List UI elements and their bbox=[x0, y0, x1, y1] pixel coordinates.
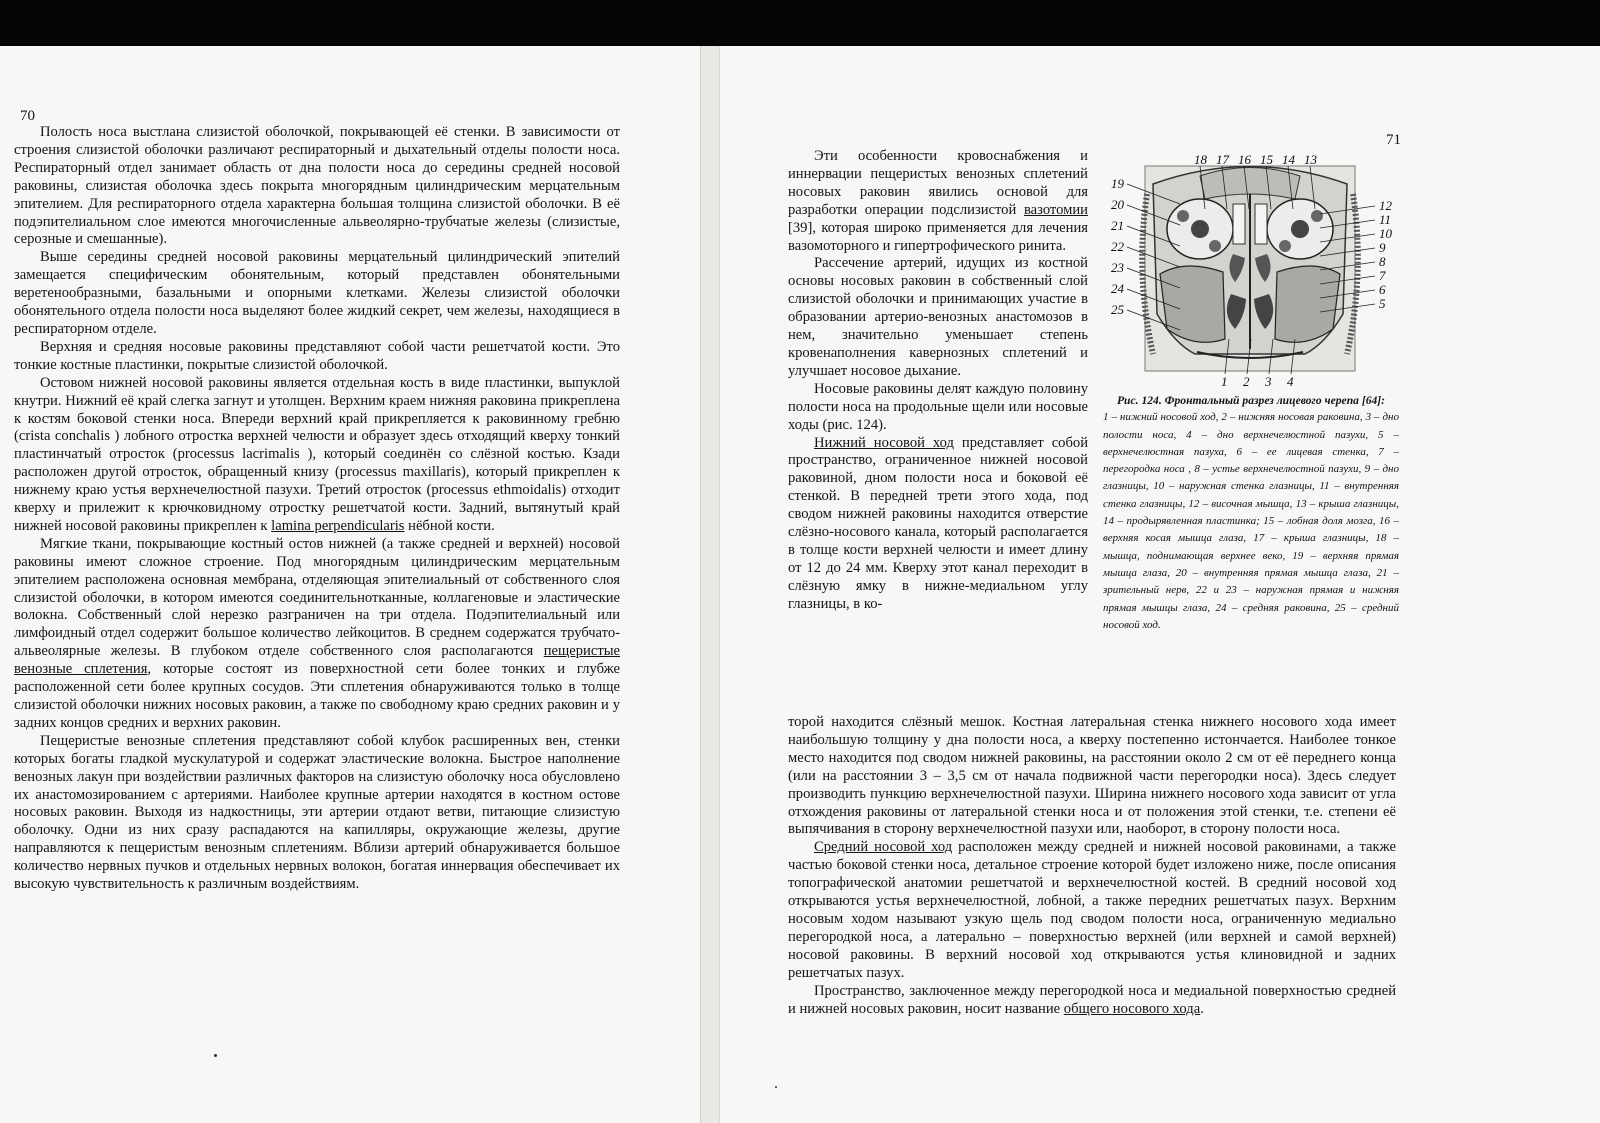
figure-label: 10 bbox=[1379, 226, 1392, 241]
figure-label: 8 bbox=[1379, 254, 1386, 269]
text-run: Пространство, заключенное между перегородкой носа и медиальной поверхностью средней и нижней носовых раковин, носит название bbox=[788, 982, 1396, 1017]
scanner-black-bar bbox=[0, 0, 1600, 46]
text-run: . bbox=[1200, 1000, 1204, 1017]
paragraph bbox=[14, 733, 620, 894]
figure-caption-legend: 1 – нижний носовой ход, 2 – нижняя носовая раковина, 3 – дно полости носа, 4 – дно верхнечелюстной пазухи, 5 – верхнечелюстная пазуха, 6 – ее лицевая стенка, 7 – перегородка носа , 8 – устье верхнечелюстной пазухи, 9 – дно глазницы, 10 – наружная стенка глазницы, 11 – внутренняя стенка глазницы, 12 – височная мышца, 13 – крыша глазницы, 14 – продырявленная пластинка; 15 – лобная доля мозга, 16 – верхняя косая мышца глаза, 17 – крыша глазницы, 18 – мышца, поднимающая верхнее веко, 19 – верхняя прямая мышца глаза, 20 – внутренняя прямая мышца глаза, 21 – зрительный нерв, 22 и 23 – наружная прямая и нижняя прямая мышцы глаза, 24 – средняя раковина, 25 – средний носовой ход. bbox=[1103, 411, 1399, 631]
paragraph bbox=[788, 148, 1088, 255]
underlined-term: пещеристые венозные сплетения bbox=[14, 643, 620, 678]
figure-label: 25 bbox=[1111, 302, 1124, 317]
text-run: Полость носа выстлана слизистой оболочкой, покрывающей её стенки. В зависимости от строения слизистой оболочки различают респираторный и дыхательный отделы полости носа. Респираторный отдел занимает область от дна полости носа до середины средней носовой раковины, слизистая оболочка здесь покрыта многорядным цилиндрическим мерцательным эпителием. Для респираторного отдела характерна большая толщина слизистой оболочки. В её подэпителиальном слое имеются многочисленные альвеолярно-трубчатые железы (слизистые, серозные и смешанные). bbox=[14, 124, 620, 248]
paragraph bbox=[788, 435, 1088, 614]
figure-label: 3 bbox=[1265, 374, 1272, 389]
figure-label: 21 bbox=[1111, 218, 1124, 233]
paragraph bbox=[14, 124, 620, 249]
text-run: Остовом нижней носовой раковины является отдельная кость в виде пластинки, выпуклой кнутри. Нижний её край слегка загнут и утолщен. Верхним краем нижняя раковина прикреплена к костям боковой стенки носа. Впереди верхний край прикрепляется к раковинному гребню (crista conchalis ) лобного отростка верхней челюсти и образует здесь отходящий кверху тонкий пластинчатый отросток (processus lacrimalis ), который соединён со слёзной костью. Кзади расположен другой отросток, обращенный книзу (processus maxillaris), который прикреплен к нижнему краю устья верхнечелюстной пазухи. Третий отросток (processus ethmoidalis) отходит кверху и прилежит к крючковидному отростку решетчатой кости. Задний, вытянутый край нижней носовой раковины прикреплен к bbox=[14, 374, 620, 534]
figure-label: 13 bbox=[1304, 154, 1317, 167]
figure-label: 15 bbox=[1260, 154, 1273, 167]
figure-label: 1 bbox=[1221, 374, 1228, 389]
paragraph bbox=[788, 255, 1088, 380]
text-run: торой находится слёзный мешок. Костная латеральная стенка нижнего носового хода имеет наибольшую толщину у дна полости носа, а кверху постепенно истончается. Наиболее тонкое место находится под сводом нижней раковины, на расстоянии около 2 см от её переднего конца (или на расстоянии 3 – 3,5 см от начала подвижной части перегородки носа). Здесь следует производить пункцию верхнечелюстной пазухи. Ширина нижнего носового хода зависит от угла отхождения раковины от латеральной стенки носа и от положения этой стенки, т.е. степени её выпячивания в сторону верхнечелюстной пазухи или, наоборот, в сторону полости носа. bbox=[788, 714, 1396, 838]
text-run: Выше середины средней носовой раковины мерцательный цилиндрический эпителий замещается специфическим обонятельным, который представлен обонятельными веретенообразными, базальными и опорными клетками. Железы слизистой оболочки обонятельного отдела полости носа выделяют более жидкий секрет, чем железы, находящиеся в респираторном отделе. bbox=[14, 249, 620, 337]
underlined-term: lamina perpendicularis bbox=[271, 517, 405, 534]
figure-label: 19 bbox=[1111, 176, 1124, 191]
scan-speck bbox=[775, 1086, 777, 1088]
text-run: представляет собой пространство, ограниченное нижней носовой раковиной, дном полости носа и боковой её стенкой. В передней трети этого хода, под сводом нижней раковины находится отверстие слёзно-носового канала, который располагается в толще кости верхней челюсти и имеет длину от 12 до 24 мм. Кверху этот канал переходит в слёзную ямку в нижне-медиальном углу глазницы, в ко- bbox=[788, 434, 1089, 612]
page-number-left: 70 bbox=[20, 108, 35, 124]
left-page bbox=[0, 46, 700, 1123]
underlined-term: общего носового хода bbox=[1063, 1000, 1201, 1017]
paragraph bbox=[788, 983, 1396, 1019]
figure-caption bbox=[1103, 392, 1399, 634]
paragraph bbox=[14, 249, 620, 339]
figure-label: 24 bbox=[1111, 281, 1124, 296]
text-run: [39], которая широко применяется для лечения вазомоторного и гипертрофического ринита. bbox=[788, 219, 1088, 254]
text-run: Рассечение артерий, идущих из костной основы носовых раковин в собственный слой слизистой оболочки и принимающих участие в образовании артерио-венозных анастомозов в нем, значительно уменьшает степень кровенаполнения кавернозных сплетений и улучшает носовое дыхание. bbox=[788, 255, 1088, 379]
text-run: расположен между средней и нижней носовой раковинами, а также частью боковой стенки носа, детальное строение которой будет изложено ниже, после описания топографической анатомии решетчатой и верхнечелюстной костей. В средний носовой ход открываются устья верхнечелюстной, лобной, а также передних решетчатых пазух. Верхним носовым ходом называют узкую щель под сводом полости носа, ограниченную медиально перегородкой носа, а латерально – поверхностью верхней (или верхней и самой верхней) носовой раковины. В верхний носовой ход открываются устья клиновидной и задних решетчатых пазух. bbox=[788, 839, 1396, 981]
figure-label: 12 bbox=[1379, 198, 1392, 213]
figure-label: 22 bbox=[1111, 239, 1124, 254]
underlined-term: Нижний носовой ход bbox=[814, 434, 954, 451]
figure-label: 11 bbox=[1379, 212, 1392, 227]
figure-label: 20 bbox=[1111, 197, 1124, 212]
right-page bbox=[720, 46, 1600, 1123]
page-number-right: 71 bbox=[1386, 132, 1401, 148]
figure-frontal-section-skull bbox=[1105, 154, 1395, 389]
figure-label: 23 bbox=[1111, 260, 1124, 275]
figure-label: 17 bbox=[1216, 154, 1229, 167]
text-run: Пещеристые венозные сплетения представляют собой клубок расширенных вен, стенки которых богаты гладкой мускулатурой и содержат эластические волокна. Быстрое наполнение венозных лакун при воздействии различных факторов на слизистую оболочку носа обусловлено их анастомозированием с артериями. Наиболее крупные артерии находятся в костном остове носовых раковин. Выходя из надкостницы, эти артерии отдают ветви, питающие слизистую оболочку. Одни из них сразу распадаются на капилляры, окружающие железы, другие направляются к пещеристым венозным сплетениям. Вблизи артерий обнаруживается большое количество нервных пучков и отдельных нервных волокон, богатая иннервация обеспечивает их высокую чувствительность к различным воздействиям. bbox=[14, 732, 620, 893]
text-run: Носовые раковины делят каждую половину полости носа на продольные щели или носовые ходы (рис. 124). bbox=[788, 380, 1088, 433]
figure-label: 16 bbox=[1238, 154, 1251, 167]
figure-label: 18 bbox=[1194, 154, 1207, 167]
figure-label: 14 bbox=[1282, 154, 1295, 167]
text-run: Эти особенности кровоснабжения и иннервации пещеристых венозных сплетений носовых раковин явились основой для разработки операции подслизистой bbox=[788, 148, 1088, 218]
scan-speck bbox=[214, 1054, 217, 1057]
paragraph bbox=[788, 381, 1088, 435]
figure-label: 7 bbox=[1379, 268, 1386, 283]
book-gutter bbox=[700, 46, 720, 1123]
figure-label: 9 bbox=[1379, 240, 1386, 255]
underlined-term: вазотомии bbox=[1023, 201, 1088, 218]
right-column-text bbox=[788, 148, 1088, 614]
figure-label: 4 bbox=[1287, 374, 1294, 389]
text-run: Верхняя и средняя носовые раковины представляют собой части решетчатой кости. Это тонкие костные пластинки, покрытые слизистой оболочкой. bbox=[14, 338, 620, 373]
paragraph bbox=[14, 375, 620, 536]
figure-label: 5 bbox=[1379, 296, 1386, 311]
text-run: Мягкие ткани, покрывающие костный остов нижней (а также средней и верхней) носовой раковины имеют сложное строение. Под многорядным цилиндрическим мерцательным эпителием расположена основная мембрана, отделяющая эпителиальный от собственного слоя слизистой оболочки, в котором имеются соединительнотканные, коллагеновые и эластические волокна. Собственный слой нерезко разграничен на три отдела. Подэпителиальный или лимфоидный отдел содержит большое количество лейкоцитов. В среднем содержатся трубчато-альвеолярные железы. В глубоком отделе собственного слоя располагаются bbox=[14, 535, 620, 660]
right-page-text-full-width bbox=[788, 714, 1396, 1018]
paragraph bbox=[14, 536, 620, 733]
underlined-term: Средний носовой ход bbox=[814, 839, 953, 856]
figure-label: 2 bbox=[1243, 374, 1250, 389]
paragraph bbox=[788, 839, 1396, 982]
figure-caption-title: Рис. 124. Фронтальный разрез лицевого черепа [64]: bbox=[1116, 394, 1386, 407]
text-run: нёбной кости. bbox=[404, 517, 495, 534]
figure-label: 6 bbox=[1379, 282, 1386, 297]
text-run: , которые состоят из поверхностной сети более тонких и глубже расположенной сети более крупных сосудов. Эти сплетения обнаруживаются только в толще слизистой оболочки нижних носовых раковин, а также по свободному краю средних раковин и у задних концов средних и верхних раковин. bbox=[14, 661, 620, 731]
paragraph bbox=[14, 339, 620, 375]
paragraph bbox=[788, 714, 1396, 839]
left-page-text bbox=[14, 124, 620, 894]
